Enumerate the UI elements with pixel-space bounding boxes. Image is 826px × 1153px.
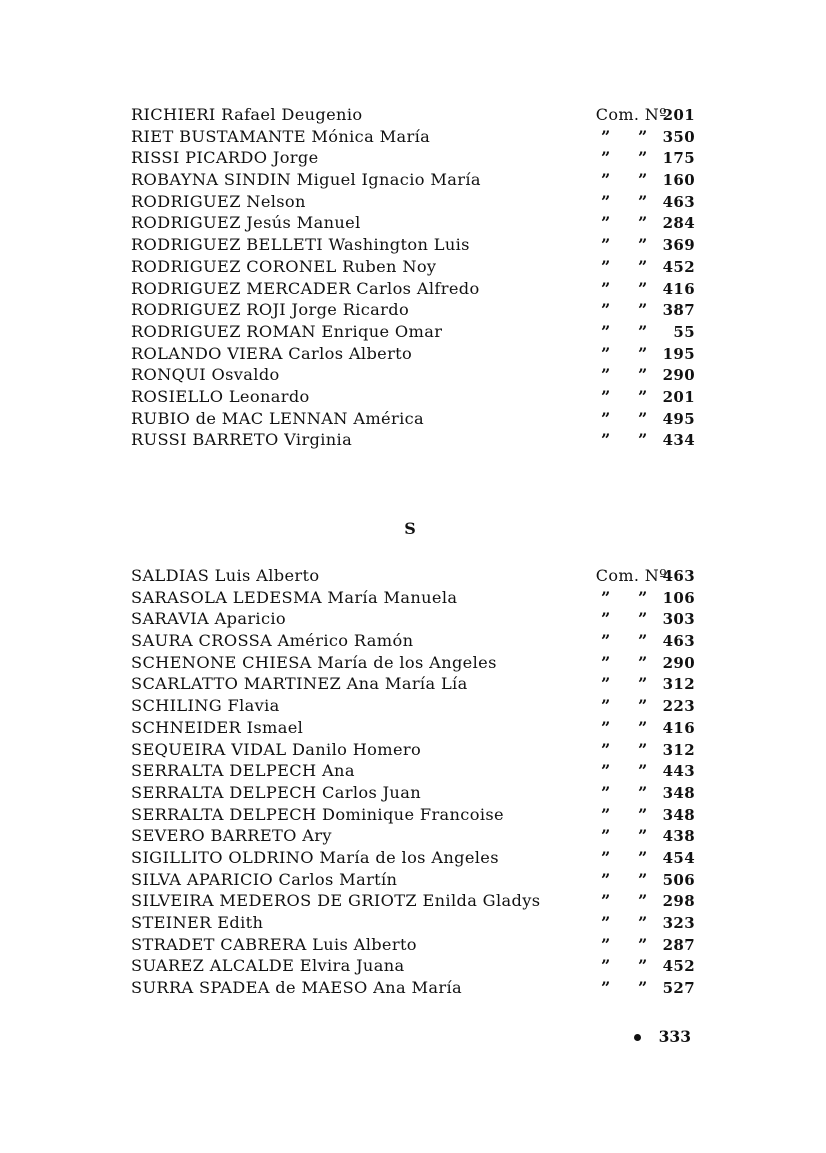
ditto-mark-no: ” <box>638 782 648 802</box>
ditto-mark-no: ” <box>638 978 648 998</box>
entry-number: 463 <box>662 632 695 651</box>
index-entry <box>131 934 695 956</box>
ditto-mark-com: ” <box>601 934 611 954</box>
entry-number: 463 <box>662 567 695 585</box>
entry-name: SUAREZ ALCALDE Elvira Juana <box>131 956 405 976</box>
entry-number: 195 <box>662 344 695 363</box>
entry-number: 303 <box>662 610 695 629</box>
entry-number: 298 <box>662 892 695 911</box>
ditto-mark-no: ” <box>638 278 648 298</box>
entry-name: SILVA APARICIO Carlos Martín <box>131 869 398 889</box>
ditto-mark-com: ” <box>601 148 611 168</box>
entry-name: RUSSI BARRETO Virginia <box>131 430 353 450</box>
index-entry <box>131 739 695 761</box>
index-entry <box>131 212 695 234</box>
ditto-mark-com: ” <box>601 386 611 406</box>
entry-name: SEVERO BARRETO Ary <box>131 826 332 846</box>
entry-name: ROBAYNA SINDIN Miguel Ignacio María <box>131 170 481 190</box>
index-entry <box>131 343 695 365</box>
entry-number: 438 <box>662 827 695 846</box>
ditto-mark-com: ” <box>601 717 611 737</box>
entry-number: 443 <box>662 762 695 781</box>
ditto-mark-no: ” <box>638 321 648 341</box>
ditto-mark-no: ” <box>638 148 648 168</box>
ditto-mark-no: ” <box>638 761 648 781</box>
entry-name: RUBIO de MAC LENNAN América <box>131 408 425 428</box>
ditto-mark-no: ” <box>638 609 648 629</box>
index-entry <box>131 717 695 739</box>
entry-name: RONQUI Osvaldo <box>131 365 280 385</box>
index-entry <box>131 386 695 408</box>
index-entry <box>131 104 695 126</box>
ditto-mark-no: ” <box>638 631 648 651</box>
entry-number: 201 <box>662 106 695 124</box>
index-entry <box>131 299 695 321</box>
entry-name: RODRIGUEZ ROJI Jorge Ricardo <box>131 300 410 320</box>
index-entry <box>131 408 695 430</box>
ditto-mark-com: ” <box>601 191 611 211</box>
entry-number: 290 <box>662 366 695 385</box>
entry-number: 506 <box>662 870 695 889</box>
page-number <box>634 1027 691 1046</box>
entry-number: 106 <box>662 588 695 607</box>
entry-name: SARAVIA Aparicio <box>131 609 286 629</box>
ditto-mark-no: ” <box>638 191 648 211</box>
index-entry <box>131 169 695 191</box>
entry-number: 312 <box>662 675 695 694</box>
entry-number: 201 <box>662 387 695 406</box>
entry-list-s <box>131 565 695 999</box>
entry-name: SCARLATTO MARTINEZ Ana María Lía <box>131 674 468 694</box>
entry-name: RODRIGUEZ Nelson <box>131 191 306 211</box>
entry-name: RODRIGUEZ MERCADER Carlos Alfredo <box>131 278 480 298</box>
index-entry <box>131 191 695 213</box>
ditto-mark-no: ” <box>638 934 648 954</box>
ditto-mark-no: ” <box>638 408 648 428</box>
ditto-mark-com: ” <box>601 256 611 276</box>
entry-name: RODRIGUEZ Jesús Manuel <box>131 213 361 233</box>
entry-number: 350 <box>662 127 695 146</box>
entry-name: RISSI PICARDO Jorge <box>131 148 319 168</box>
index-entry <box>131 630 695 652</box>
ditto-mark-com: ” <box>601 126 611 146</box>
ditto-mark-com: ” <box>601 170 611 190</box>
ditto-mark-no: ” <box>638 913 648 932</box>
entry-number: 284 <box>662 214 695 233</box>
index-entry <box>131 429 695 451</box>
no-label: Nº <box>644 566 667 585</box>
entry-number: 160 <box>662 171 695 190</box>
ditto-mark-com: ” <box>601 696 611 716</box>
com-label: Com. <box>595 566 640 585</box>
index-entry <box>131 955 695 977</box>
ditto-mark-com: ” <box>601 609 611 629</box>
section-heading-s: S <box>404 519 416 538</box>
entry-name: SIGILLITO OLDRINO María de los Angeles <box>131 847 499 867</box>
entry-name: SILVEIRA MEDEROS DE GRIOTZ Enilda Gladys <box>131 891 541 911</box>
entry-name: STEINER Edith <box>131 913 264 932</box>
entry-name: STRADET CABRERA Luis Alberto <box>131 934 417 954</box>
ditto-mark-com: ” <box>601 365 611 385</box>
index-entry <box>131 673 695 695</box>
ditto-mark-com: ” <box>601 408 611 428</box>
index-entry <box>131 825 695 847</box>
entry-number: 416 <box>662 718 695 737</box>
index-entry <box>131 760 695 782</box>
entry-name: SEQUEIRA VIDAL Danilo Homero <box>131 739 422 759</box>
ditto-mark-com: ” <box>601 847 611 867</box>
ditto-mark-com: ” <box>601 826 611 846</box>
entry-number: 527 <box>662 979 695 998</box>
ditto-mark-com: ” <box>601 430 611 450</box>
entry-number: 175 <box>662 149 695 168</box>
ditto-mark-no: ” <box>638 126 648 146</box>
entry-name: ROSIELLO Leonardo <box>131 386 310 406</box>
ditto-mark-com: ” <box>601 891 611 911</box>
entry-name: SCHENONE CHIESA María de los Angeles <box>131 652 497 672</box>
ditto-mark-com: ” <box>601 343 611 363</box>
ditto-mark-com: ” <box>601 978 611 998</box>
entry-name: RODRIGUEZ BELLETI Washington Luis <box>131 235 470 255</box>
ditto-mark-no: ” <box>638 430 648 450</box>
entry-name: RODRIGUEZ ROMAN Enrique Omar <box>131 321 443 341</box>
index-entry <box>131 321 695 343</box>
index-entry <box>131 912 695 934</box>
entry-name: SALDIAS Luis Alberto <box>131 566 320 585</box>
index-entry <box>131 695 695 717</box>
com-label: Com. <box>595 105 640 124</box>
entry-list-r <box>131 104 695 451</box>
entry-name: RIET BUSTAMANTE Mónica María <box>131 126 431 146</box>
ditto-mark-com: ” <box>601 761 611 781</box>
entry-number: 55 <box>673 322 695 341</box>
ditto-mark-com: ” <box>601 956 611 976</box>
entry-number: 348 <box>662 805 695 824</box>
entry-name: SURRA SPADEA de MAESO Ana María <box>131 978 462 998</box>
entry-number: 416 <box>662 279 695 298</box>
index-entry <box>131 587 695 609</box>
ditto-mark-no: ” <box>638 696 648 716</box>
ditto-mark-no: ” <box>638 739 648 759</box>
entry-name: SERRALTA DELPECH Carlos Juan <box>131 782 421 802</box>
ditto-mark-com: ” <box>601 913 611 932</box>
index-entry <box>131 804 695 826</box>
entry-number: 369 <box>662 236 695 255</box>
index-entry <box>131 847 695 869</box>
index-entry <box>131 126 695 148</box>
ditto-mark-com: ” <box>601 652 611 672</box>
entry-number: 495 <box>662 409 695 428</box>
ditto-mark-com: ” <box>601 235 611 255</box>
entry-number: 452 <box>662 957 695 976</box>
entry-number: 290 <box>662 653 695 672</box>
ditto-mark-no: ” <box>638 213 648 233</box>
entry-name: SERRALTA DELPECH Ana <box>131 761 355 781</box>
ditto-mark-no: ” <box>638 343 648 363</box>
bullet-icon <box>634 1034 641 1041</box>
ditto-mark-com: ” <box>601 321 611 341</box>
entry-name: RICHIERI Rafael Deugenio <box>131 105 363 124</box>
ditto-mark-com: ” <box>601 278 611 298</box>
index-entry <box>131 890 695 912</box>
ditto-mark-com: ” <box>601 869 611 889</box>
entry-number: 452 <box>662 257 695 276</box>
ditto-mark-no: ” <box>638 804 648 824</box>
ditto-mark-no: ” <box>638 256 648 276</box>
index-entry <box>131 256 695 278</box>
ditto-mark-no: ” <box>638 717 648 737</box>
index-entry <box>131 608 695 630</box>
index-entry <box>131 565 695 587</box>
entry-name: SARASOLA LEDESMA María Manuela <box>131 587 458 607</box>
entry-number: 348 <box>662 783 695 802</box>
no-label: Nº <box>644 105 667 124</box>
entry-number: 463 <box>662 192 695 211</box>
ditto-mark-no: ” <box>638 300 648 320</box>
ditto-mark-com: ” <box>601 739 611 759</box>
ditto-mark-com: ” <box>601 674 611 694</box>
entry-number: 223 <box>662 697 695 716</box>
entry-number: 323 <box>662 914 695 932</box>
entry-name: RODRIGUEZ CORONEL Ruben Noy <box>131 256 437 276</box>
ditto-mark-no: ” <box>638 235 648 255</box>
entry-number: 287 <box>662 935 695 954</box>
ditto-mark-com: ” <box>601 631 611 651</box>
ditto-mark-no: ” <box>638 587 648 607</box>
entry-name: SERRALTA DELPECH Dominique Francoise <box>131 804 504 824</box>
index-entry <box>131 782 695 804</box>
entry-name: SCHILING Flavia <box>131 696 280 716</box>
index-entry <box>131 147 695 169</box>
index-entry <box>131 869 695 891</box>
entry-name: ROLANDO VIERA Carlos Alberto <box>131 343 413 363</box>
index-entry <box>131 234 695 256</box>
entry-number: 312 <box>662 740 695 759</box>
ditto-mark-no: ” <box>638 956 648 976</box>
index-entry <box>131 278 695 300</box>
ditto-mark-com: ” <box>601 804 611 824</box>
entry-number: 454 <box>662 848 695 867</box>
ditto-mark-no: ” <box>638 652 648 672</box>
column-header <box>596 565 667 587</box>
ditto-mark-no: ” <box>638 674 648 694</box>
entry-number: 434 <box>662 431 695 450</box>
ditto-mark-no: ” <box>638 891 648 911</box>
ditto-mark-com: ” <box>601 300 611 320</box>
ditto-mark-no: ” <box>638 365 648 385</box>
ditto-mark-no: ” <box>638 826 648 846</box>
index-entry <box>131 364 695 386</box>
ditto-mark-no: ” <box>638 386 648 406</box>
ditto-mark-no: ” <box>638 170 648 190</box>
page-number-text: 333 <box>658 1027 691 1046</box>
entry-number: 387 <box>662 301 695 320</box>
ditto-mark-no: ” <box>638 847 648 867</box>
column-header <box>596 104 667 126</box>
ditto-mark-com: ” <box>601 213 611 233</box>
entry-name: SCHNEIDER Ismael <box>131 717 304 737</box>
ditto-mark-com: ” <box>601 587 611 607</box>
index-entry <box>131 652 695 674</box>
index-entry <box>131 977 695 999</box>
ditto-mark-no: ” <box>638 869 648 889</box>
entry-name: SAURA CROSSA Américo Ramón <box>131 631 414 651</box>
ditto-mark-com: ” <box>601 782 611 802</box>
